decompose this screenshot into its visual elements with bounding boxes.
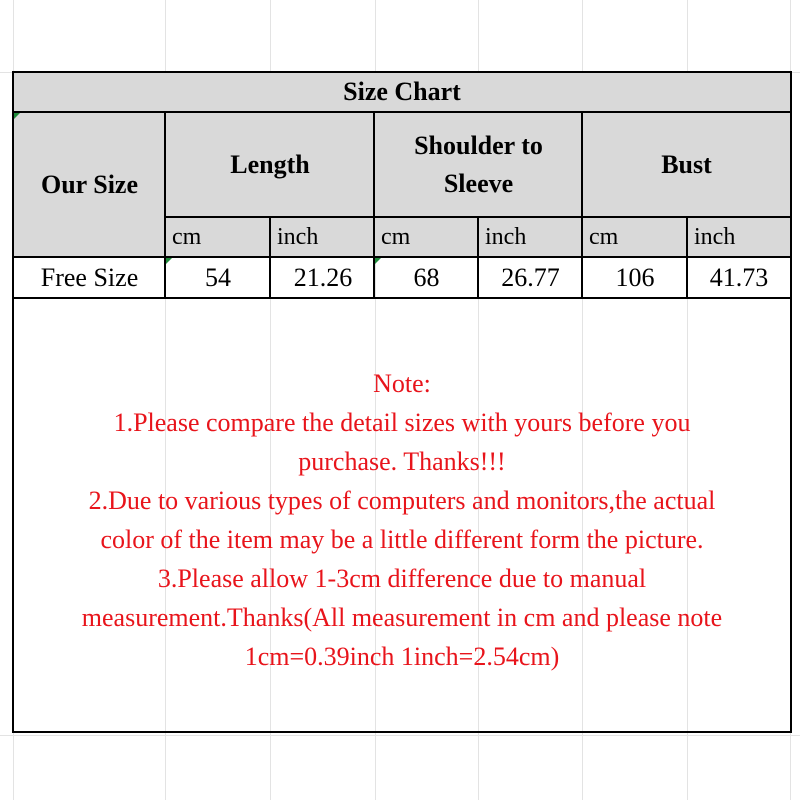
note-block bbox=[16, 364, 788, 676]
note-line: 2.Due to various types of computers and monitors,the actual bbox=[88, 486, 716, 515]
table-border bbox=[12, 297, 792, 299]
table-border bbox=[373, 111, 375, 299]
value-bust-inch: 41.73 bbox=[709, 262, 769, 292]
shoulder-to-sleeve-header bbox=[375, 113, 582, 217]
length-header: Length bbox=[230, 150, 310, 179]
unit-length-inch: inch bbox=[277, 223, 319, 250]
note-line: color of the item may be a little different form the picture. bbox=[100, 525, 704, 554]
unit-bust-cm: cm bbox=[589, 223, 619, 250]
value-length-inch: 21.26 bbox=[293, 262, 353, 292]
table-border bbox=[12, 256, 792, 258]
note-line: purchase. Thanks!!! bbox=[298, 447, 506, 476]
note-line: 1cm=0.39inch 1inch=2.54cm) bbox=[244, 642, 560, 671]
unit-length-cm: cm bbox=[172, 223, 202, 250]
our-size-header: Our Size bbox=[40, 169, 139, 199]
note-line: measurement.Thanks(All measurement in cm and please note bbox=[81, 603, 723, 632]
table-border bbox=[12, 71, 792, 73]
value-shoulder-cm: 68 bbox=[413, 262, 440, 292]
bust-header: Bust bbox=[661, 150, 712, 179]
shoulder-to-sleeve-line1: Shoulder to bbox=[414, 131, 543, 160]
size-chart-title: Size Chart bbox=[343, 77, 461, 106]
shoulder-to-sleeve-line2: Sleeve bbox=[443, 169, 514, 198]
note-line: 1.Please compare the detail sizes with yours before you bbox=[113, 408, 691, 437]
cell-marker bbox=[375, 258, 381, 264]
table-border bbox=[12, 71, 14, 733]
cell-marker bbox=[166, 258, 172, 264]
table-border bbox=[477, 216, 479, 299]
cell-marker bbox=[14, 113, 20, 119]
value-length-cm: 54 bbox=[205, 262, 231, 292]
value-shoulder-inch: 26.77 bbox=[501, 262, 560, 292]
note-line: 3.Please allow 1-3cm difference due to manual bbox=[157, 564, 647, 593]
unit-bust-inch: inch bbox=[694, 223, 736, 250]
unit-shoulder-inch: inch bbox=[485, 223, 527, 250]
table-border bbox=[12, 731, 792, 733]
table-border bbox=[12, 111, 792, 113]
table-border bbox=[790, 71, 792, 733]
unit-shoulder-cm: cm bbox=[381, 223, 411, 250]
table-border bbox=[581, 111, 583, 299]
note-heading: Note: bbox=[373, 369, 431, 398]
value-bust-cm: 106 bbox=[615, 262, 655, 292]
table-border bbox=[164, 111, 166, 299]
table-border bbox=[686, 216, 688, 299]
table-border bbox=[269, 216, 271, 299]
size-label: Free Size bbox=[40, 262, 139, 292]
